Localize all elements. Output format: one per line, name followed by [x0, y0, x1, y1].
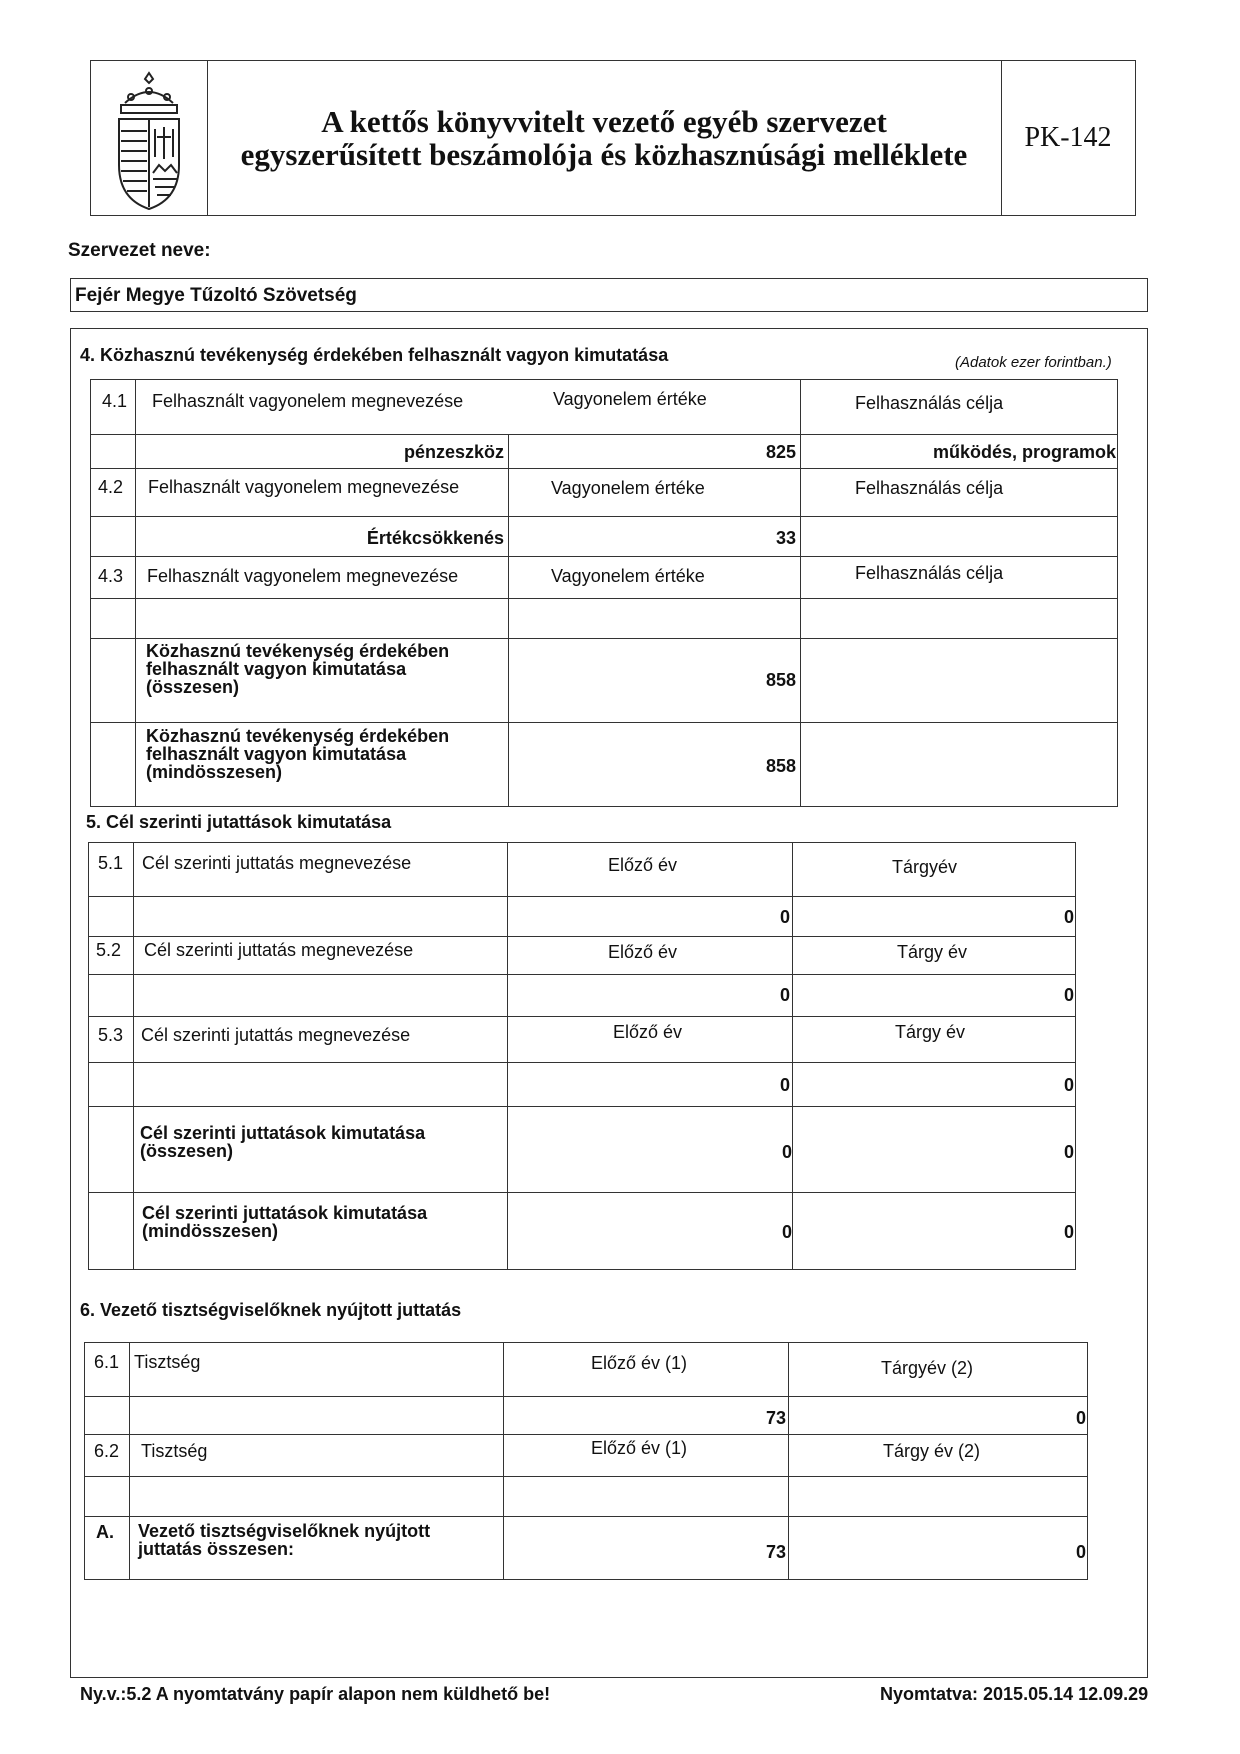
column-header: Cél szerinti juttatás megnevezése: [142, 853, 412, 873]
section5-total-prev: 0: [781, 1142, 792, 1162]
prev-year-value: 73: [765, 1408, 786, 1428]
current-year-value: 0: [1063, 985, 1074, 1005]
column-header: Felhasznált vagyonelem megnevezése: [152, 391, 464, 411]
row-number: 4.1: [102, 391, 128, 411]
column-header: Cél szerinti jutattás megnevezése: [141, 1025, 411, 1045]
section4-total-label: Közhasznú tevékenység érdekében felhasznált vagyon kimutatása (összesen): [146, 641, 450, 697]
asset-value: 33: [775, 528, 796, 548]
column-header: Vagyonelem értéke: [553, 389, 707, 409]
organization-name-field: Fejér Megye Tűzoltó Szövetség: [70, 278, 1148, 312]
row-number: 5.2: [96, 940, 122, 960]
column-header: Előző év: [613, 1022, 683, 1042]
hungarian-coat-of-arms-icon: [91, 61, 207, 217]
column-header: Előző év (1): [591, 1438, 688, 1458]
row-number: 5.3: [98, 1025, 124, 1045]
section4-total-value: 858: [765, 670, 796, 690]
asset-purpose: működés, programok: [932, 442, 1116, 462]
section6-total-curr: 0: [1075, 1542, 1086, 1562]
section6-title: 6. Vezető tisztségviselőknek nyújtott juttatás: [80, 1300, 462, 1320]
column-header: Felhasználás célja: [855, 393, 1004, 413]
section4-grand-total-value: 858: [765, 756, 796, 776]
section4-unit-note: (Adatok ezer forintban.): [955, 354, 1112, 371]
row-number: 5.1: [98, 853, 124, 873]
section5-total-curr: 0: [1063, 1142, 1074, 1162]
column-header: Felhasznált vagyonelem megnevezése: [148, 477, 460, 497]
current-year-value: 0: [1063, 907, 1074, 927]
section4-grand-total-label: Közhasznú tevékenység érdekében felhasznált vagyon kimutatása (mindösszesen): [146, 726, 450, 782]
column-header: Előző év: [608, 942, 678, 962]
form-code: PK-142: [1024, 122, 1112, 153]
form-title-line1: A kettős könyvvitelt vezető egyéb szervezet: [321, 104, 887, 139]
column-header: Cél szerinti juttatás megnevezése: [144, 940, 414, 960]
section5-title: 5. Cél szerinti jutattások kimutatása: [86, 812, 392, 832]
row-number: 6.1: [94, 1352, 120, 1372]
asset-value: 825: [765, 442, 796, 462]
print-timestamp: Nyomtatva: 2015.05.14 12.09.29: [880, 1684, 1149, 1704]
logo-cell: [91, 61, 208, 215]
column-header: Tisztség: [141, 1441, 208, 1461]
row-number: 6.2: [94, 1441, 120, 1461]
section6-total-prev: 73: [765, 1542, 786, 1562]
column-header: Vagyonelem értéke: [551, 478, 705, 498]
column-header: Előző év (1): [591, 1353, 688, 1373]
current-year-value: 0: [1075, 1408, 1086, 1428]
prev-year-value: 0: [779, 907, 790, 927]
section5-total-label: Cél szerinti juttatások kimutatása (összesen): [140, 1123, 426, 1161]
column-header: Tárgy év (2): [883, 1441, 981, 1461]
column-header: Felhasznált vagyonelem megnevezése: [147, 566, 459, 586]
column-header: Tárgy év: [895, 1022, 966, 1042]
form-title-line2: egyszerűsített beszámolója és közhasznúsági melléklete: [240, 137, 968, 172]
column-header: Tárgyév (2): [881, 1358, 974, 1378]
section5-grand-total-label: Cél szerinti juttatások kimutatása (mindösszesen): [142, 1203, 428, 1241]
asset-name: pénzeszköz: [403, 442, 504, 462]
column-header: Felhasználás célja: [855, 563, 1004, 583]
prev-year-value: 0: [779, 1075, 790, 1095]
row-number: 4.3: [98, 566, 124, 586]
asset-name: Értékcsökkenés: [366, 528, 504, 548]
form-title: [207, 61, 1002, 215]
column-header: Tárgyév: [892, 857, 958, 877]
section4-title: 4. Közhasznú tevékenység érdekében felhasznált vagyon kimutatása: [80, 345, 669, 365]
section5-grand-total-curr: 0: [1063, 1222, 1074, 1242]
section6-total-label: Vezető tisztségviselőknek nyújtott juttatás összesen:: [138, 1521, 431, 1559]
organization-label: Szervezet neve:: [68, 240, 211, 261]
column-header: Előző év: [608, 855, 678, 875]
column-header: Tárgy év: [897, 942, 968, 962]
section5-grand-total-prev: 0: [781, 1222, 792, 1242]
row-number: A.: [96, 1522, 114, 1542]
column-header: Vagyonelem értéke: [551, 566, 705, 586]
current-year-value: 0: [1063, 1075, 1074, 1095]
prev-year-value: 0: [779, 985, 790, 1005]
footer-note: Ny.v.:5.2 A nyomtatvány papír alapon nem küldhető be!: [80, 1684, 551, 1704]
column-header: Tisztség: [134, 1352, 201, 1372]
row-number: 4.2: [98, 477, 124, 497]
form-header: [90, 60, 1136, 216]
column-header: Felhasználás célja: [855, 478, 1004, 498]
